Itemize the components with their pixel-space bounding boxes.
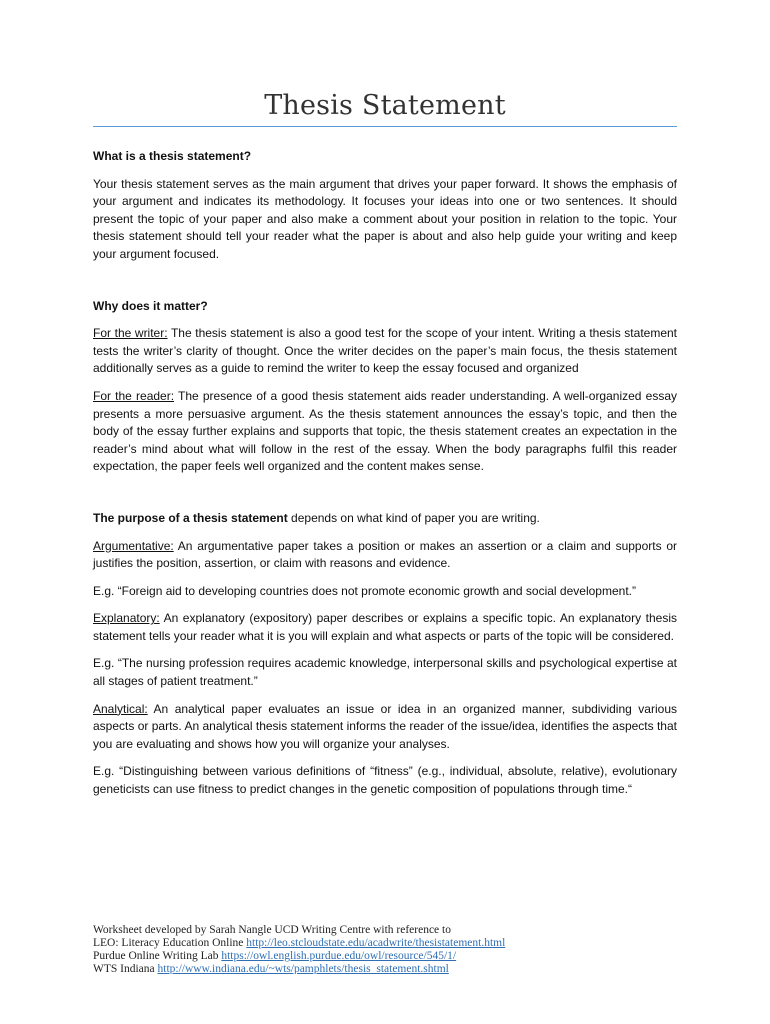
text-for-writer: The thesis statement is also a good test for the scope of your intent. Writing a thesis statement tests the writer’s clarity of thought. Once the writer decides on the paper’s main focus, the thesis statement additionally serves as a guide to remind the writer to keep the essay focused and organized (93, 326, 678, 376)
paragraph-for-reader (93, 388, 677, 476)
label-argumentative: Argumentative: (93, 538, 174, 553)
footer-purdue-link[interactable]: https://owl.english.purdue.edu/owl/resource/545/1/ (221, 950, 457, 962)
footer-wts-link[interactable]: http://www.indiana.edu/~wts/pamphlets/thesis_statement.shtml (157, 963, 449, 974)
document-body (93, 148, 677, 799)
footer-leo-label: LEO: Literacy Education Online (93, 937, 247, 949)
footer-line-wts (93, 963, 677, 974)
paragraph-definition: Your thesis statement serves as the main argument that drives your paper forward. It shows the emphasis of your argument and indicates its methodology. It focuses your ideas into one or two sentences. It should present the topic of your paper and also make a comment about your position in relation to the topic. Your thesis statement should tell your reader what the paper is about and also help guide your writing and keep your argument focused. (93, 176, 677, 261)
label-for-reader: For the reader: (93, 388, 175, 403)
label-for-writer: For the writer: (93, 326, 168, 341)
paragraph-argumentative (93, 538, 677, 573)
page-title: Thesis Statement (264, 90, 506, 121)
purpose-heading-rest: depends on what kind of paper you are writing. (287, 510, 540, 525)
example-argumentative: E.g. “Foreign aid to developing countries does not promote economic growth and social development.” (93, 583, 636, 598)
footer-line-leo (93, 937, 677, 950)
footer-references (93, 924, 677, 974)
example-explanatory: E.g. “The nursing profession requires academic knowledge, interpersonal skills and psychological expertise at all stages of patient treatment.” (93, 656, 677, 689)
paragraph-explanatory (93, 610, 677, 645)
paragraph-for-writer (93, 325, 677, 378)
footer-line-purdue (93, 950, 677, 963)
text-argumentative: An argumentative paper takes a position or makes an assertion or a claim and supports or justifies the position, assertion, or claim with reasons and evidence. (93, 538, 677, 571)
footer-leo-link[interactable]: http://leo.stcloudstate.edu/acadwrite/thesistatement.html (246, 937, 506, 949)
label-analytical: Analytical: (93, 701, 148, 716)
text-analytical: An analytical paper evaluates an issue or idea in an organized manner, subdividing various aspects or parts. An analytical thesis statement informs the reader of the issue/idea, identifies the aspects that you are evaluating and shows how you will organize your analyses. (93, 701, 677, 751)
footer-purdue-label: Purdue Online Writing Lab (93, 950, 222, 962)
section-heading-purpose (93, 510, 677, 528)
purpose-heading-bold: The purpose of a thesis statement (93, 510, 288, 525)
section-heading-why: Why does it matter? (93, 298, 208, 313)
example-analytical: E.g. “Distinguishing between various definitions of “fitness” (e.g., individual, absolute, relative), evolutionary geneticists can use fitness to predict changes in the genetic composition of populations through time.“ (93, 764, 677, 797)
label-explanatory: Explanatory: (93, 611, 160, 626)
title-divider (93, 126, 677, 127)
text-for-reader: The presence of a good thesis statement aids reader understanding. A well-organized essay presents a more persuasive argument. As the thesis statement announces the essay’s topic, and then the body of the essay further explains and supports that topic, the thesis statement creates an expectation in the reader’s mind about what will follow in the rest of the essay. When the body paragraphs fulfil this reader expectation, the paper feels well organized and the content makes sense. (93, 388, 677, 474)
footer-wts-label: WTS Indiana (93, 963, 158, 974)
footer-line-credit: Worksheet developed by Sarah Nangle UCD Writing Centre with reference to (93, 924, 451, 936)
paragraph-analytical (93, 701, 677, 754)
text-explanatory: An explanatory (expository) paper describes or explains a specific topic. An explanatory thesis statement tells your reader what it is you will explain and what aspects or parts of the topic will be considered. (93, 611, 677, 643)
section-heading-what: What is a thesis statement? (93, 149, 252, 163)
